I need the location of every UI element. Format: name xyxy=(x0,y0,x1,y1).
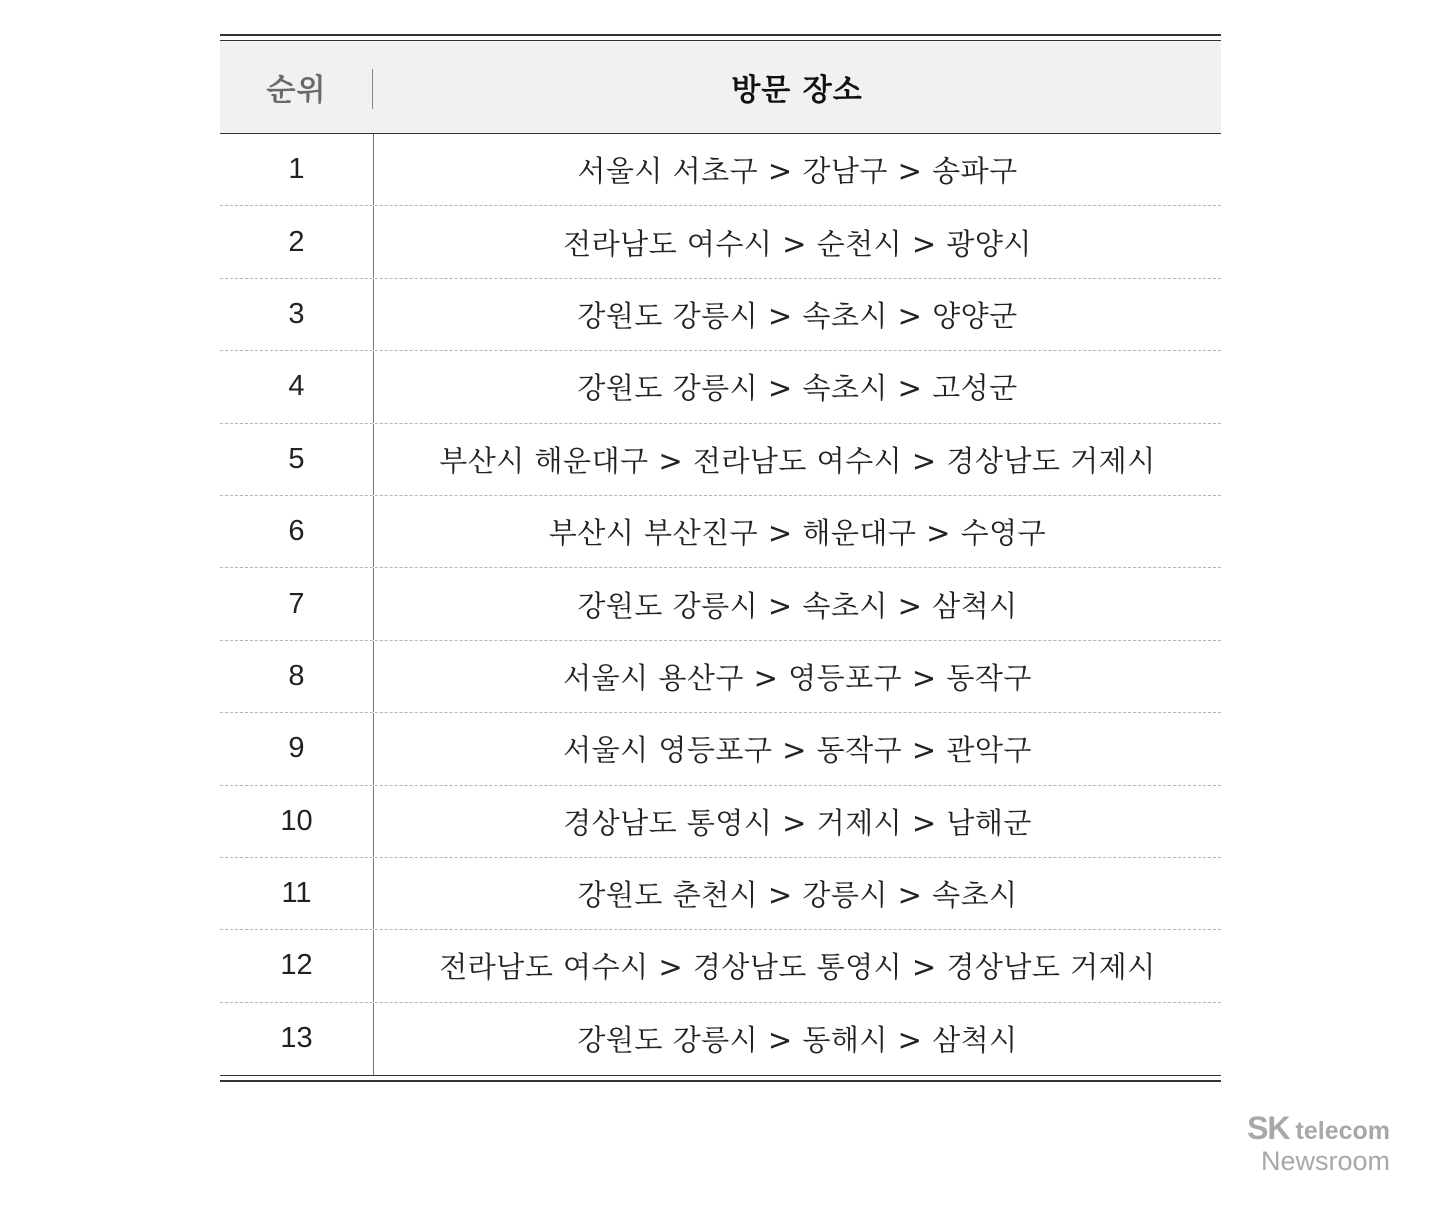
table-header xyxy=(220,41,1221,134)
row-rank: 2 xyxy=(220,206,374,277)
table-bottom-border xyxy=(220,1075,1221,1082)
table-row xyxy=(220,786,1221,858)
table-row xyxy=(220,279,1221,351)
row-rank: 9 xyxy=(220,713,374,784)
table-row xyxy=(220,858,1221,930)
row-rank: 1 xyxy=(220,134,374,205)
logo-brand-suffix: telecom xyxy=(1295,1117,1390,1145)
row-rank: 7 xyxy=(220,568,374,639)
row-rank: 12 xyxy=(220,930,374,1001)
table-row xyxy=(220,206,1221,278)
row-place: 강원도 강릉시 > 속초시 > 고성군 xyxy=(577,371,1018,406)
row-place: 부산시 부산진구 > 해운대구 > 수영구 xyxy=(548,516,1047,551)
table-row xyxy=(220,1003,1221,1075)
row-place: 강원도 강릉시 > 속초시 > 양양군 xyxy=(577,298,1018,333)
logo-subtitle: Newsroom xyxy=(1260,1146,1390,1176)
table-row xyxy=(220,713,1221,785)
row-place: 서울시 영등포구 > 동작구 > 관악구 xyxy=(563,733,1032,768)
table-row xyxy=(220,930,1221,1002)
row-rank: 8 xyxy=(220,641,374,712)
header-place: 방문 장소 xyxy=(731,73,863,108)
row-place: 강원도 강릉시 > 동해시 > 삼척시 xyxy=(577,1023,1018,1058)
row-place: 강원도 강릉시 > 속초시 > 삼척시 xyxy=(577,588,1018,623)
table-row xyxy=(220,424,1221,496)
row-place: 전라남도 여수시 > 순천시 > 광양시 xyxy=(563,226,1032,261)
sk-telecom-newsroom-logo xyxy=(1247,1112,1390,1175)
row-rank: 4 xyxy=(220,351,374,422)
row-place: 부산시 해운대구 > 전라남도 여수시 > 경상남도 거제시 xyxy=(439,443,1156,478)
row-rank: 6 xyxy=(220,496,374,567)
table-row xyxy=(220,568,1221,640)
table-body xyxy=(220,134,1221,1075)
row-rank: 13 xyxy=(220,1003,374,1075)
row-place: 서울시 서초구 > 강남구 > 송파구 xyxy=(577,154,1018,189)
table-row xyxy=(220,134,1221,206)
row-place: 전라남도 여수시 > 경상남도 통영시 > 경상남도 거제시 xyxy=(439,950,1156,985)
table-row xyxy=(220,641,1221,713)
row-rank: 3 xyxy=(220,279,374,350)
logo-brand-line xyxy=(1247,1112,1390,1144)
row-rank: 11 xyxy=(220,858,374,929)
header-rank: 순위 xyxy=(220,41,373,133)
table-top-border xyxy=(220,34,1221,41)
row-rank: 5 xyxy=(220,424,374,495)
table-row xyxy=(220,496,1221,568)
row-place: 경상남도 통영시 > 거제시 > 남해군 xyxy=(563,805,1032,840)
table-row xyxy=(220,351,1221,423)
ranking-table xyxy=(220,34,1221,1082)
row-rank: 10 xyxy=(220,786,374,857)
row-place: 서울시 용산구 > 영등포구 > 동작구 xyxy=(563,660,1032,695)
row-place: 강원도 춘천시 > 강릉시 > 속초시 xyxy=(577,878,1018,913)
logo-brand: SK xyxy=(1247,1110,1290,1146)
